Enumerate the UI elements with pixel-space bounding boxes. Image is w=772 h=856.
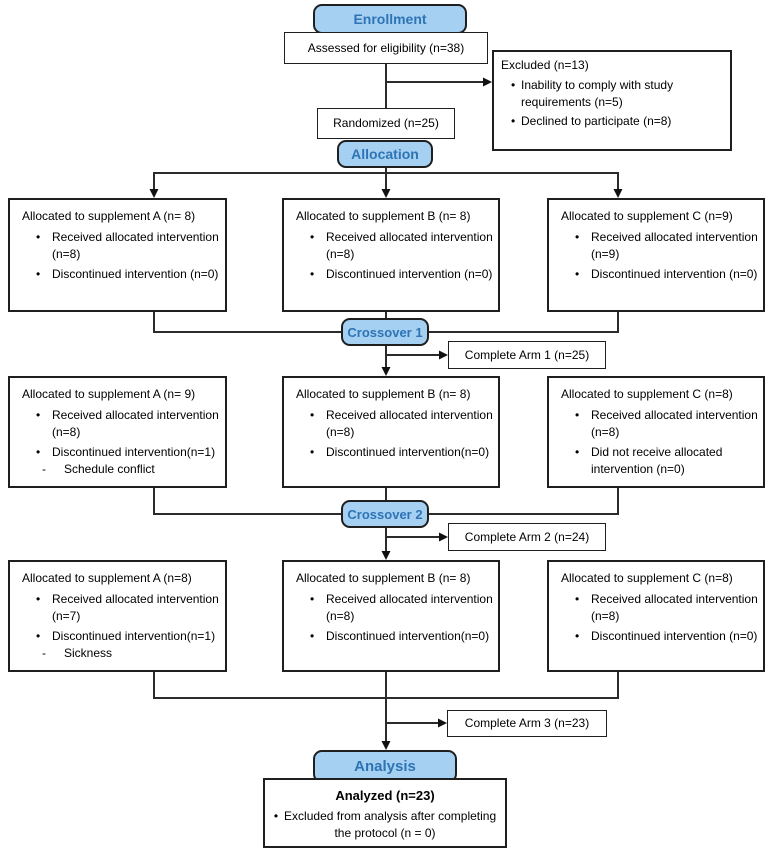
bullet-icon: •: [575, 267, 580, 281]
allocation-box-arm1-a: [8, 198, 227, 312]
bullet-line: (n=8): [591, 609, 620, 623]
bullet-line: Discontinued intervention (n=0): [591, 267, 758, 281]
allocation-title: Allocated to supplement C (n=8): [561, 387, 733, 401]
bullet-icon: •: [310, 445, 315, 459]
bullet-line: Received allocated intervention: [52, 408, 219, 422]
assessed-eligibility-text: Assessed for eligibility (n=38): [307, 40, 465, 55]
bullet-line: Inability to comply with study: [521, 78, 674, 92]
bullet-line: Received allocated intervention: [326, 408, 493, 422]
dash-icon: -: [42, 462, 46, 476]
bullet-line: Received allocated intervention: [591, 408, 758, 422]
allocation-bullet: [10, 407, 225, 441]
excluded-bullet-text: [521, 113, 671, 130]
bullet-line: intervention (n=0): [591, 462, 685, 476]
randomized-box: [317, 108, 455, 139]
allocation-box-arm3-c: [547, 560, 765, 672]
phase-header-crossover-2: [341, 500, 429, 528]
allocation-bullet: [284, 407, 498, 441]
allocation-title: Allocated to supplement A (n= 8): [22, 209, 196, 223]
allocation-box-arm2-b: [282, 376, 500, 488]
allocation-bullet: [284, 591, 498, 625]
discontinue-reason-text: Sickness: [64, 646, 113, 660]
bullet-icon: •: [575, 408, 580, 422]
excluded-bullet: [494, 113, 730, 130]
bullet-line: Discontinued intervention(n=0): [326, 445, 490, 459]
bullet-icon: •: [511, 114, 516, 128]
analyzed-box: [263, 778, 507, 848]
phase-header-label: Crossover 1: [347, 324, 423, 340]
bullet-line: Received allocated intervention: [326, 230, 493, 244]
allocation-bullet: [549, 407, 763, 441]
bullet-line: (n=7): [52, 609, 81, 623]
bullet-icon: •: [36, 445, 41, 459]
bullet-line: Discontinued intervention(n=0): [326, 629, 490, 643]
bullet-line: Discontinued intervention (n=0): [52, 267, 219, 281]
bullet-icon: •: [310, 592, 315, 606]
bullet-line: (n=8): [326, 609, 355, 623]
bullet-icon: •: [310, 629, 315, 643]
allocation-bullet: [284, 628, 498, 645]
allocation-title: Allocated to supplement B (n= 8): [296, 571, 471, 585]
dash-icon: -: [42, 646, 46, 660]
bullet-icon: •: [273, 809, 279, 823]
bullet-line: Discontinued intervention(n=1): [52, 629, 216, 643]
bullet-line: (n=9): [591, 247, 620, 261]
phase-header-label: Allocation: [351, 146, 419, 162]
allocation-title: Allocated to supplement A (n= 9): [22, 387, 196, 401]
bullet-icon: •: [36, 408, 41, 422]
complete-arm2-box: [448, 523, 606, 551]
bullet-line: (n=8): [326, 247, 355, 261]
excluded-box: [492, 50, 732, 151]
randomized-text: Randomized (n=25): [333, 116, 439, 130]
allocation-title: Allocated to supplement A (n=8): [22, 571, 192, 585]
bullet-icon: •: [36, 592, 41, 606]
bullet-line: Declined to participate (n=8): [521, 114, 672, 128]
bullet-line: Discontinued intervention (n=0): [591, 629, 758, 643]
allocation-bullet: [549, 229, 763, 263]
bullet-line: Did not receive allocated: [591, 445, 723, 459]
phase-header-label: Crossover 2: [347, 506, 423, 522]
bullet-line: (n=8): [591, 425, 620, 439]
phase-header-label: Enrollment: [353, 11, 427, 27]
bullet-icon: •: [575, 230, 580, 244]
discontinue-reason-text: Schedule conflict: [64, 462, 155, 476]
phase-header-enrollment: [313, 4, 467, 34]
allocation-bullet: [10, 591, 225, 625]
bullet-line: Received allocated intervention: [52, 230, 219, 244]
allocation-title: Allocated to supplement C (n=9): [561, 209, 733, 223]
allocation-title: Allocated to supplement B (n= 8): [296, 209, 471, 223]
allocation-title: Allocated to supplement B (n= 8): [296, 387, 471, 401]
bullet-line: Excluded from analysis after completing: [284, 809, 497, 823]
bullet-line: Discontinued intervention (n=0): [326, 267, 493, 281]
complete-arm3-box: [447, 710, 607, 737]
bullet-icon: •: [575, 629, 580, 643]
discontinue-reason: [10, 461, 225, 478]
phase-header-crossover-1: [341, 318, 429, 346]
allocation-box-arm2-c: [547, 376, 765, 488]
bullet-line: Received allocated intervention: [591, 592, 758, 606]
bullet-icon: •: [310, 408, 315, 422]
discontinue-reason: [10, 645, 225, 662]
allocation-bullet: [549, 591, 763, 625]
bullet-line: the protocol (n = 0): [334, 826, 436, 840]
bullet-line: Received allocated intervention: [326, 592, 493, 606]
complete-arm1-text: Complete Arm 1 (n=25): [464, 347, 590, 362]
allocation-bullet: [10, 444, 225, 461]
allocation-bullet: [549, 444, 763, 478]
excluded-bullet-text: [521, 77, 673, 111]
analyzed-title: Analyzed (n=23): [335, 788, 435, 803]
allocation-bullet: [284, 266, 498, 283]
allocation-bullet: [549, 266, 763, 283]
analyzed-bullet: [265, 808, 505, 825]
bullet-line: requirements (n=5): [521, 95, 623, 109]
bullet-icon: •: [36, 267, 41, 281]
allocation-box-arm3-a: [8, 560, 227, 672]
bullet-icon: •: [575, 592, 580, 606]
phase-header-allocation: [337, 140, 433, 168]
complete-arm1-box: [448, 341, 606, 369]
allocation-box-arm1-b: [282, 198, 500, 312]
bullet-icon: •: [511, 78, 516, 92]
allocation-bullet: [10, 229, 225, 263]
complete-arm3-text: Complete Arm 3 (n=23): [464, 716, 590, 730]
bullet-icon: •: [36, 230, 41, 244]
allocation-bullet: [10, 266, 225, 283]
bullet-icon: •: [575, 445, 580, 459]
allocation-bullet: [10, 628, 225, 645]
allocation-bullet: [284, 444, 498, 461]
bullet-icon: •: [310, 267, 315, 281]
allocation-box-arm3-b: [282, 560, 500, 672]
allocation-box-arm2-a: [8, 376, 227, 488]
bullet-icon: •: [310, 230, 315, 244]
allocation-box-arm1-c: [547, 198, 765, 312]
excluded-bullet: [494, 77, 730, 111]
bullet-line: Received allocated intervention: [52, 592, 219, 606]
bullet-line: (n=8): [326, 425, 355, 439]
bullet-line: Discontinued intervention(n=1): [52, 445, 216, 459]
bullet-line: Received allocated intervention: [591, 230, 758, 244]
bullet-icon: •: [36, 629, 41, 643]
allocation-bullet: [549, 628, 763, 645]
phase-header-label: Analysis: [354, 758, 416, 775]
allocation-bullet: [284, 229, 498, 263]
assessed-eligibility-box: [284, 32, 488, 64]
bullet-line: (n=8): [52, 425, 81, 439]
complete-arm2-text: Complete Arm 2 (n=24): [464, 529, 590, 544]
bullet-line: (n=8): [52, 247, 81, 261]
excluded-title: Excluded (n=13): [501, 58, 589, 72]
allocation-title: Allocated to supplement C (n=8): [561, 571, 733, 585]
